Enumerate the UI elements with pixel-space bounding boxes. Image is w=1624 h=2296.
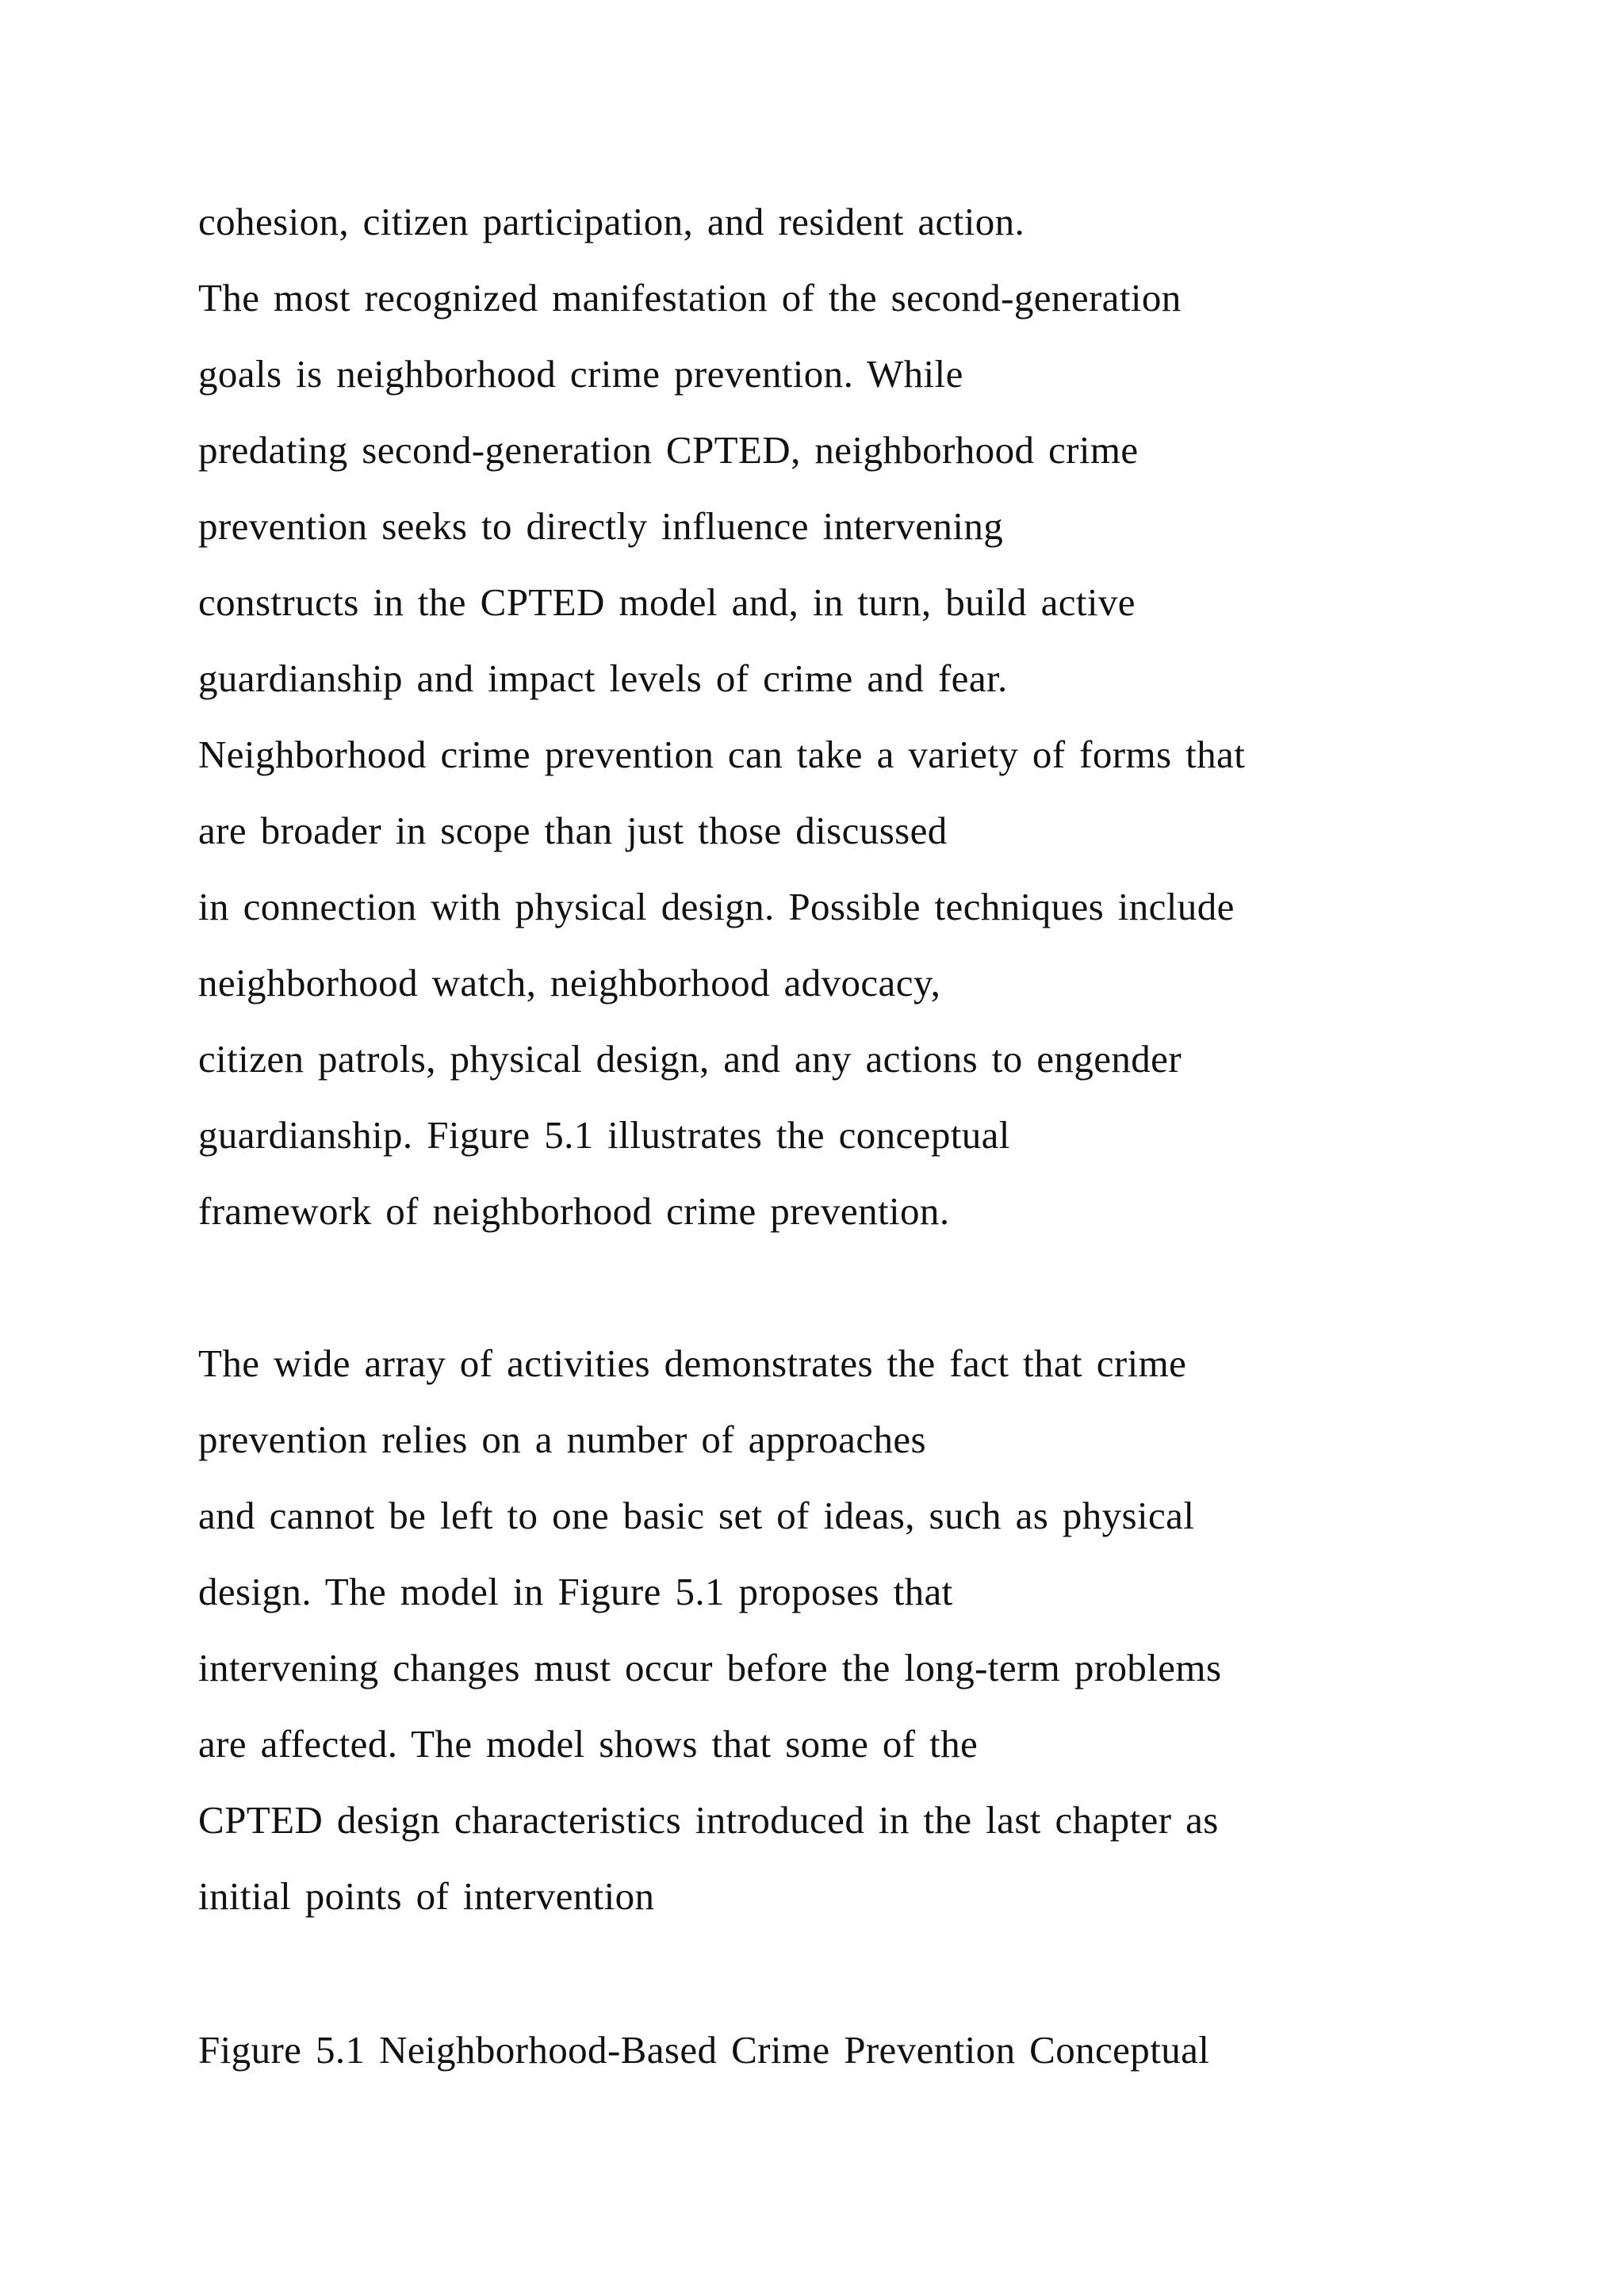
paragraph-2-line-4: design. The model in Figure 5.1 proposes that <box>198 1570 953 1613</box>
paragraph-1-line-5: prevention seeks to directly influence intervening <box>198 504 1004 548</box>
paragraph-1-line-9: are broader in scope than just those discussed <box>198 809 948 852</box>
paragraph-2-line-1: The wide array of activities demonstrates the fact that crime <box>198 1341 1187 1385</box>
paragraph-1-line-2: The most recognized manifestation of the second-generation <box>198 276 1182 320</box>
paragraph-2-line-3: and cannot be left to one basic set of ideas, such as physical <box>198 1494 1195 1537</box>
paragraph-2-line-6: are affected. The model shows that some of the <box>198 1722 979 1766</box>
figure-caption: Figure 5.1 Neighborhood-Based Crime Prevention Conceptual <box>198 2028 1210 2072</box>
paragraph-2-line-7: CPTED design characteristics introduced in the last chapter as <box>198 1798 1219 1842</box>
paragraph-1-line-6: constructs in the CPTED model and, in turn, build active <box>198 580 1136 624</box>
paragraph-1-line-4: predating second-generation CPTED, neighborhood crime <box>198 428 1139 472</box>
paragraph-1-line-10: in connection with physical design. Possible techniques include <box>198 885 1235 928</box>
paragraph-1-line-8: Neighborhood crime prevention can take a variety of forms that <box>198 733 1246 776</box>
paragraph-2-line-2: prevention relies on a number of approaches <box>198 1418 926 1461</box>
paragraph-1-line-7: guardianship and impact levels of crime and fear. <box>198 656 1008 700</box>
paragraph-1-line-1: cohesion, citizen participation, and resident action. <box>198 200 1025 243</box>
paragraph-1-line-12: citizen patrols, physical design, and any actions to engender <box>198 1037 1182 1081</box>
paragraph-1-line-14: framework of neighborhood crime prevention. <box>198 1189 950 1233</box>
paragraph-1-line-3: goals is neighborhood crime prevention. While <box>198 352 963 396</box>
paragraph-1-line-11: neighborhood watch, neighborhood advocacy, <box>198 961 941 1004</box>
paragraph-2-line-8: initial points of intervention <box>198 1874 655 1918</box>
paragraph-2-line-5: intervening changes must occur before the long-term problems <box>198 1646 1222 1689</box>
paragraph-1-line-13: guardianship. Figure 5.1 illustrates the conceptual <box>198 1113 1010 1157</box>
